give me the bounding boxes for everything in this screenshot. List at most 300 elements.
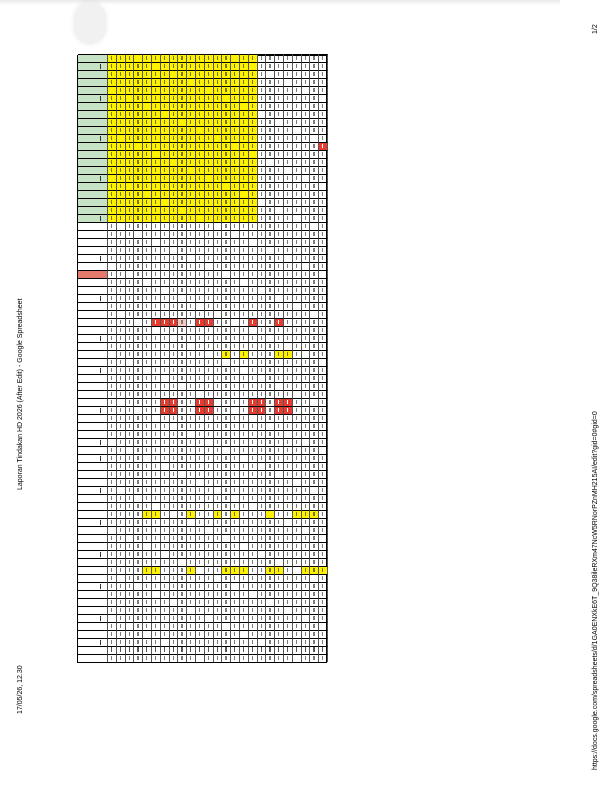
table-cell — [310, 174, 319, 182]
table-cell — [240, 150, 249, 158]
table-cell — [143, 486, 152, 494]
table-cell — [293, 286, 302, 294]
table-cell — [249, 342, 258, 350]
table-cell — [143, 238, 152, 246]
table-cell — [284, 454, 293, 462]
table-cell — [178, 646, 187, 654]
table-cell — [196, 438, 205, 446]
table-cell — [152, 78, 161, 86]
header-cell — [78, 494, 108, 502]
header-cell — [78, 622, 108, 630]
table-cell — [319, 70, 328, 78]
table-cell — [178, 582, 187, 590]
table-cell — [196, 294, 205, 302]
table-cell — [134, 310, 143, 318]
table-cell — [170, 614, 179, 622]
table-cell — [108, 294, 117, 302]
table-cell — [266, 494, 275, 502]
table-cell — [178, 430, 187, 438]
table-cell — [178, 622, 187, 630]
table-cell — [187, 302, 196, 310]
table-cell — [258, 470, 267, 478]
table-cell — [196, 526, 205, 534]
table-cell — [161, 414, 170, 422]
table-cell — [275, 622, 284, 630]
table-cell — [249, 494, 258, 502]
table-cell — [170, 590, 179, 598]
header-cell — [78, 366, 108, 374]
table-cell — [117, 414, 126, 422]
table-cell — [152, 214, 161, 222]
table-cell — [293, 334, 302, 342]
table-cell — [205, 406, 214, 414]
table-cell — [275, 174, 284, 182]
table-cell — [275, 382, 284, 390]
table-cell — [187, 318, 196, 326]
table-cell — [178, 198, 187, 206]
table-cell — [178, 342, 187, 350]
table-cell — [222, 390, 231, 398]
table-cell — [126, 502, 135, 510]
table-cell — [214, 478, 223, 486]
table-cell — [161, 470, 170, 478]
table-cell — [161, 294, 170, 302]
table-cell — [187, 582, 196, 590]
header-cell — [78, 254, 108, 262]
table-cell — [275, 190, 284, 198]
table-cell — [319, 94, 328, 102]
table-cell — [258, 446, 267, 454]
table-cell — [249, 350, 258, 358]
table-cell — [214, 54, 223, 62]
table-cell — [275, 222, 284, 230]
table-cell — [214, 438, 223, 446]
table-cell — [249, 438, 258, 446]
table-cell — [170, 462, 179, 470]
table-cell — [240, 262, 249, 270]
table-cell — [152, 286, 161, 294]
table-cell — [249, 614, 258, 622]
table-cell — [293, 246, 302, 254]
table-cell — [108, 566, 117, 574]
table-cell — [134, 646, 143, 654]
table-cell — [187, 166, 196, 174]
table-cell — [178, 174, 187, 182]
table-cell — [214, 598, 223, 606]
table-cell — [214, 182, 223, 190]
table-cell — [161, 550, 170, 558]
table-cell — [310, 582, 319, 590]
table-cell — [117, 366, 126, 374]
header-cell — [78, 166, 108, 174]
table-cell — [143, 510, 152, 518]
table-cell — [258, 638, 267, 646]
table-cell — [302, 486, 311, 494]
header-cell — [78, 654, 108, 662]
table-cell — [293, 366, 302, 374]
table-cell — [117, 246, 126, 254]
table-cell — [187, 142, 196, 150]
table-cell — [284, 534, 293, 542]
table-cell — [205, 158, 214, 166]
table-cell — [214, 590, 223, 598]
table-cell — [134, 574, 143, 582]
table-cell — [293, 590, 302, 598]
table-cell — [275, 78, 284, 86]
table-cell — [108, 478, 117, 486]
table-cell — [152, 550, 161, 558]
table-cell — [284, 518, 293, 526]
table-cell — [161, 158, 170, 166]
table-cell — [143, 654, 152, 662]
table-cell — [143, 646, 152, 654]
table-cell — [249, 454, 258, 462]
header-cell — [78, 486, 108, 494]
table-cell — [222, 638, 231, 646]
table-cell — [170, 238, 179, 246]
table-cell — [143, 390, 152, 398]
table-cell — [134, 582, 143, 590]
header-cell — [78, 550, 108, 558]
table-cell — [319, 62, 328, 70]
table-cell — [126, 638, 135, 646]
table-cell — [266, 390, 275, 398]
table-cell — [205, 86, 214, 94]
table-cell — [231, 110, 240, 118]
table-cell — [222, 134, 231, 142]
table-cell — [319, 126, 328, 134]
table-cell — [275, 630, 284, 638]
table-cell — [205, 382, 214, 390]
table-cell — [205, 542, 214, 550]
table-cell — [117, 278, 126, 286]
table-cell — [134, 462, 143, 470]
table-cell — [240, 390, 249, 398]
table-cell — [187, 422, 196, 430]
table-cell — [152, 190, 161, 198]
table-cell — [258, 462, 267, 470]
table-cell — [126, 550, 135, 558]
table-cell — [214, 94, 223, 102]
table-cell — [240, 230, 249, 238]
header-cell — [78, 590, 108, 598]
table-cell — [293, 326, 302, 334]
table-cell — [178, 518, 187, 526]
table-cell — [152, 614, 161, 622]
table-cell — [187, 278, 196, 286]
table-cell — [170, 198, 179, 206]
table-cell — [293, 526, 302, 534]
table-cell — [302, 462, 311, 470]
table-cell — [161, 278, 170, 286]
table-cell — [178, 486, 187, 494]
table-cell — [205, 118, 214, 126]
table-cell — [214, 238, 223, 246]
table-cell — [205, 174, 214, 182]
table-cell — [258, 646, 267, 654]
table-cell — [293, 502, 302, 510]
table-cell — [134, 406, 143, 414]
table-cell — [275, 374, 284, 382]
table-cell — [222, 518, 231, 526]
table-cell — [152, 254, 161, 262]
table-cell — [126, 246, 135, 254]
table-cell — [143, 262, 152, 270]
table-cell — [178, 182, 187, 190]
table-cell — [293, 294, 302, 302]
table-cell — [170, 102, 179, 110]
table-cell — [214, 70, 223, 78]
table-cell — [319, 262, 328, 270]
table-cell — [240, 566, 249, 574]
table-cell — [266, 334, 275, 342]
table-cell — [302, 310, 311, 318]
table-cell — [178, 110, 187, 118]
table-cell — [284, 438, 293, 446]
table-cell — [187, 118, 196, 126]
table-cell — [178, 350, 187, 358]
table-cell — [302, 294, 311, 302]
table-cell — [258, 606, 267, 614]
table-cell — [161, 190, 170, 198]
table-cell — [214, 262, 223, 270]
table-cell — [266, 118, 275, 126]
table-cell — [117, 350, 126, 358]
table-cell — [258, 254, 267, 262]
table-cell — [205, 142, 214, 150]
table-cell — [152, 206, 161, 214]
table-cell — [240, 110, 249, 118]
table-cell — [222, 470, 231, 478]
table-cell — [275, 70, 284, 78]
table-cell — [178, 550, 187, 558]
table-cell — [117, 206, 126, 214]
table-cell — [284, 182, 293, 190]
table-cell — [231, 318, 240, 326]
table-cell — [196, 342, 205, 350]
table-cell — [152, 422, 161, 430]
table-cell — [249, 470, 258, 478]
table-cell — [126, 190, 135, 198]
table-cell — [249, 486, 258, 494]
table-cell — [258, 198, 267, 206]
table-cell — [249, 126, 258, 134]
table-cell — [293, 614, 302, 622]
table-cell — [222, 166, 231, 174]
table-cell — [178, 246, 187, 254]
table-cell — [222, 294, 231, 302]
header-cell — [78, 86, 108, 94]
table-cell — [293, 342, 302, 350]
table-cell — [258, 630, 267, 638]
table-cell — [178, 334, 187, 342]
table-cell — [134, 342, 143, 350]
table-cell — [319, 526, 328, 534]
table-cell — [161, 246, 170, 254]
table-cell — [178, 262, 187, 270]
table-cell — [310, 470, 319, 478]
table-cell — [284, 550, 293, 558]
table-cell — [126, 126, 135, 134]
table-cell — [258, 598, 267, 606]
table-cell — [231, 286, 240, 294]
table-cell — [187, 494, 196, 502]
table-cell — [231, 230, 240, 238]
table-cell — [293, 534, 302, 542]
table-cell — [117, 574, 126, 582]
table-cell — [284, 158, 293, 166]
table-cell — [275, 422, 284, 430]
table-cell — [126, 606, 135, 614]
table-cell — [205, 574, 214, 582]
table-cell — [161, 438, 170, 446]
table-cell — [117, 142, 126, 150]
table-cell — [108, 198, 117, 206]
table-cell — [258, 614, 267, 622]
table-cell — [108, 390, 117, 398]
table-cell — [134, 478, 143, 486]
table-cell — [231, 454, 240, 462]
table-cell — [187, 238, 196, 246]
table-cell — [161, 166, 170, 174]
table-cell — [293, 630, 302, 638]
table-cell — [196, 382, 205, 390]
table-cell — [126, 294, 135, 302]
table-cell — [161, 222, 170, 230]
table-cell — [284, 238, 293, 246]
table-cell — [249, 478, 258, 486]
table-cell — [143, 518, 152, 526]
table-cell — [170, 142, 179, 150]
table-cell — [222, 342, 231, 350]
table-cell — [178, 318, 187, 326]
table-cell — [319, 470, 328, 478]
table-cell — [293, 206, 302, 214]
table-cell — [284, 230, 293, 238]
table-cell — [143, 206, 152, 214]
table-cell — [293, 70, 302, 78]
table-cell — [319, 558, 328, 566]
table-cell — [293, 462, 302, 470]
table-cell — [284, 390, 293, 398]
table-cell — [310, 526, 319, 534]
table-cell — [284, 574, 293, 582]
table-cell — [266, 486, 275, 494]
table-cell — [187, 558, 196, 566]
table-cell — [152, 478, 161, 486]
header-cell — [78, 430, 108, 438]
table-cell — [240, 198, 249, 206]
table-cell — [240, 430, 249, 438]
table-cell — [258, 334, 267, 342]
table-cell — [117, 622, 126, 630]
table-cell — [293, 406, 302, 414]
table-cell — [319, 630, 328, 638]
table-cell — [214, 318, 223, 326]
table-cell — [240, 486, 249, 494]
table-cell — [126, 454, 135, 462]
table-cell — [310, 462, 319, 470]
table-cell — [284, 302, 293, 310]
table-cell — [310, 654, 319, 662]
table-cell — [187, 342, 196, 350]
table-cell — [187, 174, 196, 182]
table-cell — [126, 342, 135, 350]
table-cell — [126, 590, 135, 598]
table-cell — [214, 310, 223, 318]
table-cell — [152, 558, 161, 566]
table-cell — [161, 390, 170, 398]
table-cell — [143, 558, 152, 566]
table-cell — [231, 350, 240, 358]
table-cell — [240, 94, 249, 102]
table-cell — [319, 78, 328, 86]
table-cell — [205, 94, 214, 102]
table-cell — [319, 430, 328, 438]
header-cell — [78, 222, 108, 230]
table-cell — [293, 150, 302, 158]
table-cell — [275, 398, 284, 406]
table-cell — [310, 510, 319, 518]
table-cell — [214, 422, 223, 430]
table-cell — [231, 542, 240, 550]
table-cell — [275, 598, 284, 606]
table-cell — [196, 262, 205, 270]
table-cell — [196, 278, 205, 286]
table-cell — [249, 310, 258, 318]
header-cell — [78, 78, 108, 86]
header-cell — [78, 462, 108, 470]
table-cell — [117, 390, 126, 398]
table-cell — [249, 294, 258, 302]
table-cell — [178, 86, 187, 94]
table-cell — [161, 574, 170, 582]
table-cell — [275, 326, 284, 334]
table-cell — [187, 358, 196, 366]
table-cell — [222, 526, 231, 534]
header-cell — [78, 558, 108, 566]
table-cell — [284, 542, 293, 550]
table-cell — [196, 246, 205, 254]
table-cell — [196, 646, 205, 654]
table-cell — [240, 334, 249, 342]
table-cell — [258, 390, 267, 398]
table-cell — [258, 510, 267, 518]
table-cell — [187, 246, 196, 254]
table-cell — [196, 510, 205, 518]
table-cell — [134, 454, 143, 462]
table-cell — [205, 294, 214, 302]
table-cell — [302, 646, 311, 654]
table-cell — [222, 70, 231, 78]
table-cell — [222, 86, 231, 94]
table-cell — [240, 166, 249, 174]
table-cell — [214, 430, 223, 438]
table-cell — [134, 94, 143, 102]
table-cell — [178, 206, 187, 214]
table-cell — [108, 238, 117, 246]
table-cell — [310, 486, 319, 494]
corner-overlay — [74, 2, 106, 44]
table-cell — [310, 390, 319, 398]
table-cell — [275, 318, 284, 326]
table-cell — [319, 270, 328, 278]
table-cell — [117, 134, 126, 142]
table-cell — [108, 134, 117, 142]
table-cell — [170, 150, 179, 158]
table-cell — [302, 158, 311, 166]
table-cell — [170, 510, 179, 518]
